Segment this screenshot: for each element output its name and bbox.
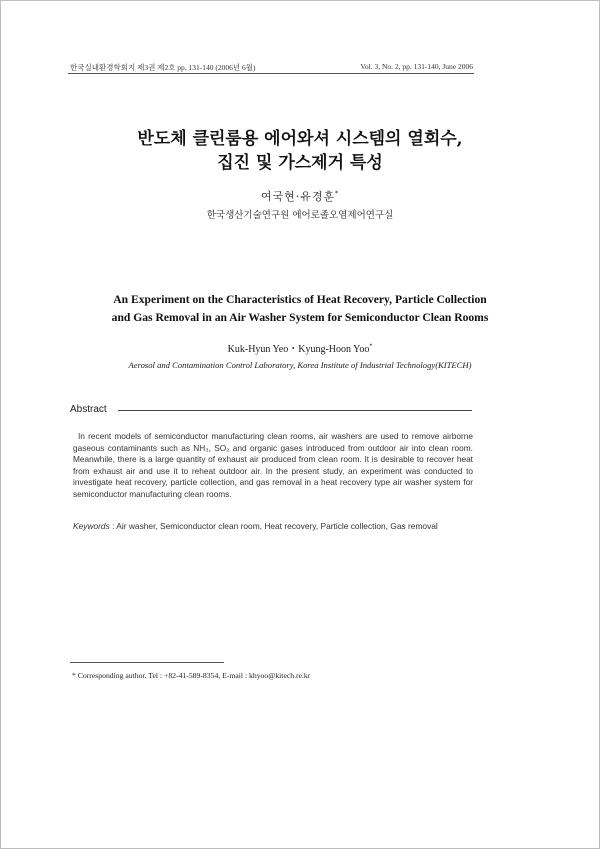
english-affiliation: Aerosol and Contamination Control Laboratory, Korea Institute of Industrial Technology(KITECH) — [128, 360, 472, 370]
abstract-text: In recent models of semiconductor manufacturing clean rooms, air washers are used to remove airborne gaseous contaminants such as NH₃, SO₂ and organic gases introduced from outdoor air into clean room. Meanwhile, there is a large quantity of exhaust air produced from clean room. It is desirable to recover heat from exhaust air and use it to reheat outdoor air. In the present study, an experiment was conducted to investigate heat recovery, particle collection, and gas removal in a heat recovery type air washer system for semiconductor manufacturing clean rooms. — [73, 431, 473, 499]
english-title-line2: and Gas Removal in an Air Washer System for Semiconductor Clean Rooms — [111, 311, 489, 324]
footnote-rule — [70, 662, 224, 663]
korean-affiliation: 한국생산기술연구원 에어로졸오염제어연구실 — [206, 210, 394, 221]
korean-title-line2: 집진 및 가스제거 특성 — [217, 153, 383, 173]
english-authors — [0, 340, 600, 355]
corresponding-author-footnote: * Corresponding author. Tel : +82-41-589-8354, E-mail : khyoo@kitech.re.kr — [72, 671, 311, 680]
keywords-label: Keywords — [73, 521, 110, 531]
korean-title-line1: 반도체 클린룸용 에어와셔 시스템의 열회수, — [137, 129, 463, 149]
journal-header-english: Vol. 3, No. 2, pp. 131-140, June 2006 — [360, 62, 473, 71]
keywords-text: : Air washer, Semiconductor clean room, Heat recovery, Particle collection, Gas removal — [112, 521, 438, 531]
abstract-body — [73, 431, 473, 501]
header-divider — [68, 73, 474, 74]
corresponding-mark-en: * — [369, 343, 373, 350]
corresponding-mark: * — [335, 190, 340, 198]
korean-authors — [0, 188, 600, 204]
abstract-heading: Abstract — [70, 404, 107, 415]
english-title-line1: An Experiment on the Characteristics of Heat Recovery, Particle Collection — [113, 293, 487, 306]
abstract-rule — [118, 410, 472, 411]
korean-author-names: 여국현·유경훈 — [260, 190, 336, 203]
journal-header-korean: 한국실내환경학회지 제3권 제2호 pp. 131-140 (2006년 6월) — [70, 63, 256, 72]
english-author-names: Kuk-Hyun Yeo・Kyung-Hoon Yoo — [227, 344, 370, 355]
keywords-line — [73, 521, 438, 531]
